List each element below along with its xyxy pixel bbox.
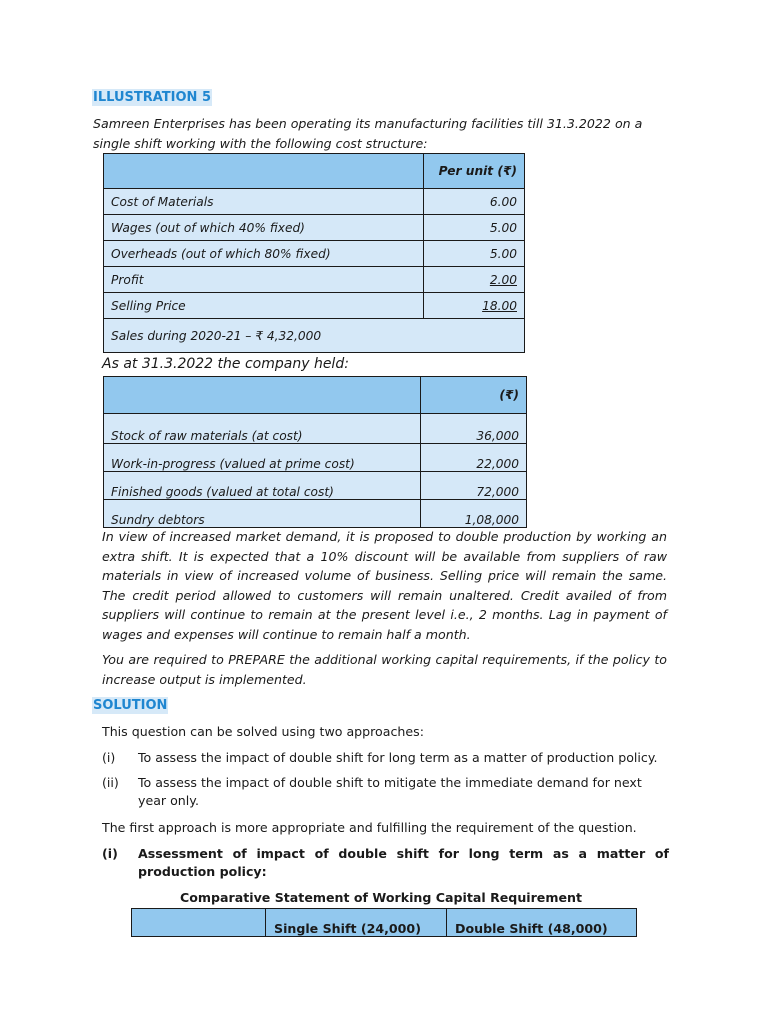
row-value: 5.00 xyxy=(424,241,525,267)
table-row xyxy=(104,293,525,319)
illustration-heading: ILLUSTRATION 5 xyxy=(93,90,211,105)
row-value xyxy=(424,293,525,319)
table-row xyxy=(104,500,527,528)
solution-conclusion: The first approach is more appropriate and fulfilling the requirement of the question. xyxy=(102,820,637,835)
cost-structure-table xyxy=(103,153,525,353)
row-label: Sundry debtors xyxy=(104,500,421,528)
row-label: Profit xyxy=(104,267,424,293)
table-row xyxy=(104,267,525,293)
row-value: 36,000 xyxy=(421,414,527,444)
held-caption: As at 31.3.2022 the company held: xyxy=(102,356,349,372)
solution-heading: SOLUTION xyxy=(93,698,168,713)
approach-2-text: To assess the impact of double shift to mitigate the immediate demand for next year only. xyxy=(138,775,642,808)
table-row xyxy=(104,189,525,215)
selling-price-value: 18.00 xyxy=(482,298,517,313)
row-value xyxy=(424,267,525,293)
comparative-table-header xyxy=(132,909,637,937)
table-row xyxy=(104,215,525,241)
statement-title: Comparative Statement of Working Capital Requirement xyxy=(180,890,583,905)
header-rupee: (₹) xyxy=(421,377,527,414)
solution-intro: This question can be solved using two approaches: xyxy=(102,724,424,739)
illustration-intro: Samreen Enterprises has been operating its manufacturing facilities till 31.3.2022 on a single shift working with the following cost structure: xyxy=(93,116,643,151)
header-blank-cell xyxy=(132,909,266,937)
approach-1-text: To assess the impact of double shift for long term as a matter of production policy. xyxy=(138,750,658,765)
row-label: Stock of raw materials (at cost) xyxy=(104,414,421,444)
holdings-table-header xyxy=(104,377,527,414)
table-row xyxy=(104,444,527,472)
row-label: Work-in-progress (valued at prime cost) xyxy=(104,444,421,472)
row-label: Overheads (out of which 80% fixed) xyxy=(104,241,424,267)
header-double-shift: Double Shift (48,000) xyxy=(447,909,637,937)
problem-paragraph: In view of increased market demand, it is proposed to double production by working an extra shift. It is expected that a 10% discount will be available from suppliers of raw materials in view of increased volume of business. Selling price will remain the same. The credit period allowed to customers will remain unaltered. Credit availed of from suppliers will continue to remain at the present level i.e., 2 months. Lag in payment of wages and expenses will continue to remain half a month. xyxy=(102,529,667,642)
header-blank-cell xyxy=(104,377,421,414)
row-value: 6.00 xyxy=(424,189,525,215)
row-value: 72,000 xyxy=(421,472,527,500)
row-value: 5.00 xyxy=(424,215,525,241)
header-single-shift: Single Shift (24,000) xyxy=(266,909,447,937)
row-value: 22,000 xyxy=(421,444,527,472)
sales-footer: Sales during 2020-21 – ₹ 4,32,000 xyxy=(104,319,525,353)
comparative-statement-table xyxy=(131,908,637,937)
table-row xyxy=(104,241,525,267)
cost-table-header xyxy=(104,154,525,189)
table-row xyxy=(104,472,527,500)
holdings-table xyxy=(103,376,527,528)
approach-2-number: (ii) xyxy=(102,775,119,790)
row-label: Finished goods (valued at total cost) xyxy=(104,472,421,500)
row-value: 1,08,000 xyxy=(421,500,527,528)
header-blank-cell xyxy=(104,154,424,189)
part-i-title: Assessment of impact of double shift for long term as a matter of production policy: xyxy=(138,846,669,879)
approach-1-number: (i) xyxy=(102,750,116,765)
requirement-paragraph: You are required to PREPARE the additional working capital requirements, if the policy to increase output is implemented. xyxy=(102,652,667,687)
header-per-unit: Per unit (₹) xyxy=(424,154,525,189)
profit-value: 2.00 xyxy=(489,272,517,287)
row-label: Selling Price xyxy=(104,293,424,319)
part-i-number: (i) xyxy=(102,846,118,861)
table-footer-row xyxy=(104,319,525,353)
table-row xyxy=(104,414,527,444)
row-label: Wages (out of which 40% fixed) xyxy=(104,215,424,241)
row-label: Cost of Materials xyxy=(104,189,424,215)
